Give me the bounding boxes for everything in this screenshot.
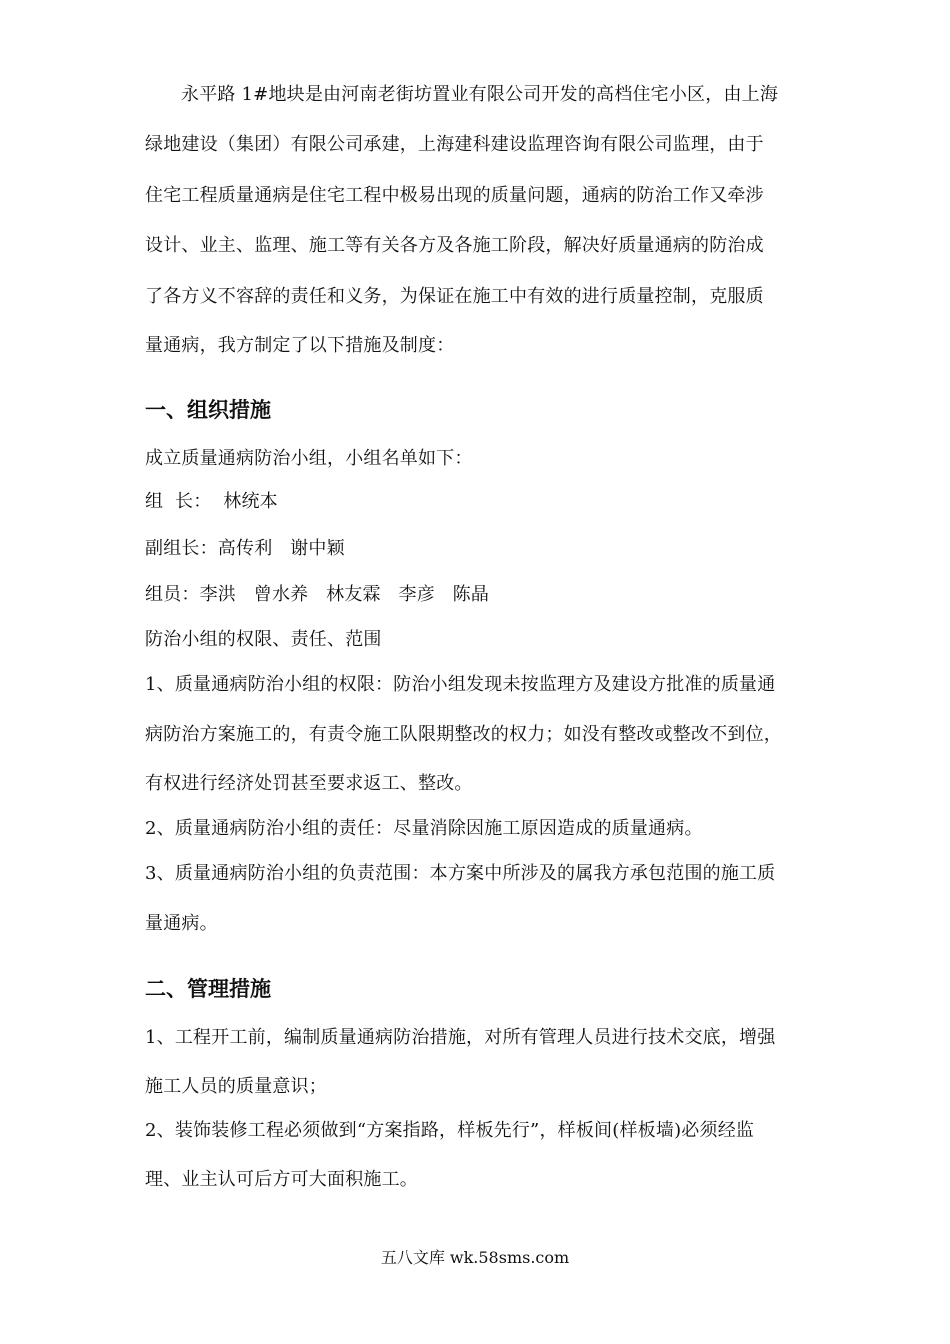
intro-line: 了各方义不容辞的责任和义务，为保证在施工中有效的进行质量控制，克服质 <box>145 286 764 307</box>
section1-line: 量通病。 <box>145 913 218 934</box>
section1-line: 成立质量通病防治小组，小组名单如下： <box>145 448 473 469</box>
intro-line: 永平路 1#地块是由河南老街坊置业有限公司开发的高档住宅小区，由上海 <box>181 84 779 105</box>
section1-line: 副组长：高传利 谢中颖 <box>145 538 345 559</box>
footer-watermark: 五八文库 wk.58sms.com <box>380 1248 570 1267</box>
section2-line: 理、业主认可后方可大面积施工。 <box>145 1169 418 1190</box>
section1-line: 3、质量通病防治小组的负责范围：本方案中所涉及的属我方承包范围的施工质 <box>145 863 776 884</box>
section-heading-management: 二、管理措施 <box>145 977 271 1001</box>
section1-line: 2、质量通病防治小组的责任：尽量消除因施工原因造成的质量通病。 <box>145 818 703 839</box>
section1-line: 组员：李洪 曾水养 林友霖 李彦 陈晶 <box>145 584 490 605</box>
section1-line: 病防治方案施工的，有责令施工队限期整改的权力；如没有整改或整改不到位， <box>145 724 782 745</box>
section1-line: 组 长： 林统本 <box>145 491 278 512</box>
section2-line: 1、工程开工前，编制质量通病防治措施，对所有管理人员进行技术交底，增强 <box>145 1027 776 1048</box>
section-heading-organization: 一、组织措施 <box>145 398 271 422</box>
intro-line: 绿地建设（集团）有限公司承建，上海建科建设监理咨询有限公司监理，由于 <box>145 134 764 155</box>
section1-line: 1、质量通病防治小组的权限：防治小组发现未按监理方及建设方批准的质量通 <box>145 674 776 695</box>
intro-line: 设计、业主、监理、施工等有关各方及各施工阶段，解决好质量通病的防治成 <box>145 235 764 256</box>
section2-line: 2、装饰装修工程必须做到“方案指路，样板先行”，样板间(样板墙)必须经监 <box>145 1120 755 1141</box>
intro-line: 住宅工程质量通病是住宅工程中极易出现的质量问题，通病的防治工作又牵涉 <box>145 185 764 206</box>
section1-line: 防治小组的权限、责任、范围 <box>145 629 382 650</box>
section2-line: 施工人员的质量意识； <box>145 1076 327 1097</box>
section1-line: 有权进行经济处罚甚至要求返工、整改。 <box>145 773 473 794</box>
intro-line: 量通病，我方制定了以下措施及制度： <box>145 335 455 356</box>
